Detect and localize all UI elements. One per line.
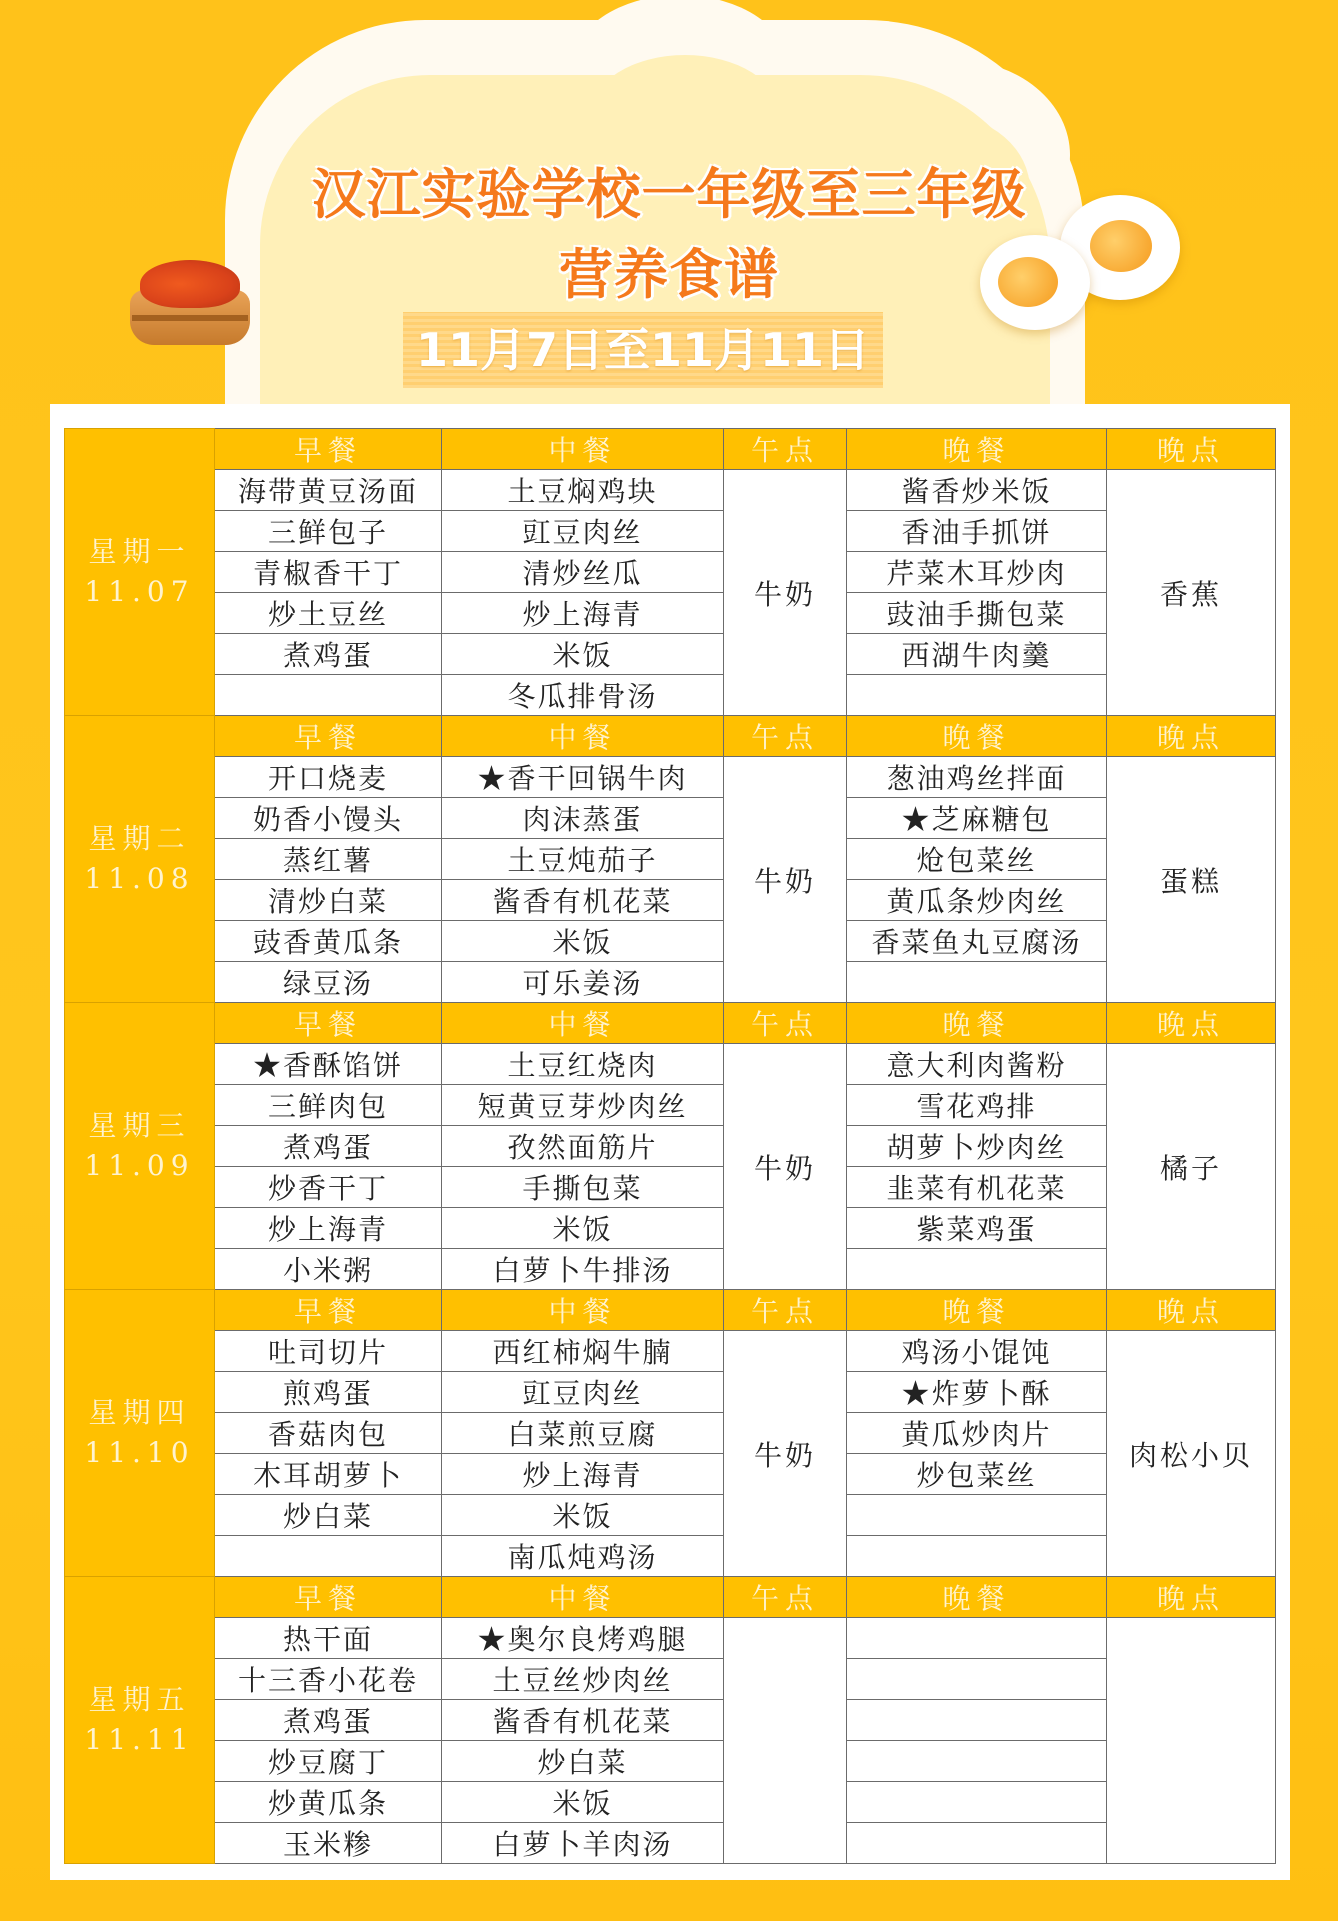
evening-snack-cell: 蛋糕 (1107, 757, 1276, 1003)
breakfast-cell: 蒸红薯 (215, 839, 442, 880)
breakfast-cell: 绿豆汤 (215, 962, 442, 1003)
lunch-cell: 白萝卜牛排汤 (442, 1249, 724, 1290)
column-header: 早餐 (215, 429, 442, 470)
dinner-cell (847, 962, 1107, 1003)
afternoon-snack-cell: 牛奶 (724, 757, 847, 1003)
breakfast-cell: 海带黄豆汤面 (215, 470, 442, 511)
menu-row (65, 1823, 1276, 1864)
dinner-cell: 香菜鱼丸豆腐汤 (847, 921, 1107, 962)
breakfast-cell: 清炒白菜 (215, 880, 442, 921)
weekday: 星期三 (88, 1109, 191, 1142)
breakfast-cell: 炒上海青 (215, 1208, 442, 1249)
lunch-cell: 炒上海青 (442, 1454, 724, 1495)
menu-row (65, 757, 1276, 798)
evening-snack-cell (1107, 1618, 1276, 1864)
menu-row (65, 962, 1276, 1003)
menu-row (65, 1331, 1276, 1372)
breakfast-cell: 热干面 (215, 1618, 442, 1659)
column-header: 早餐 (215, 1290, 442, 1331)
meal-header-row (65, 1290, 1276, 1331)
meal-header-row (65, 716, 1276, 757)
dinner-cell: 鸡汤小馄饨 (847, 1331, 1107, 1372)
meal-header-row (65, 1003, 1276, 1044)
column-header: 晚餐 (847, 1290, 1107, 1331)
breakfast-cell: ★香酥馅饼 (215, 1044, 442, 1085)
column-header: 晚点 (1107, 1290, 1276, 1331)
breakfast-cell: 香菇肉包 (215, 1413, 442, 1454)
lunch-cell: 孜然面筋片 (442, 1126, 724, 1167)
header (0, 0, 1338, 405)
day-label (65, 1290, 215, 1577)
column-header: 中餐 (442, 1577, 724, 1618)
dinner-cell: 豉油手撕包菜 (847, 593, 1107, 634)
menu-row (65, 634, 1276, 675)
day-date: 11.09 (84, 1149, 195, 1182)
lunch-cell: 白菜煎豆腐 (442, 1413, 724, 1454)
column-header: 早餐 (215, 1577, 442, 1618)
breakfast-cell: 煮鸡蛋 (215, 1126, 442, 1167)
column-header: 早餐 (215, 716, 442, 757)
date-range: 11月7日至11月11日 (403, 312, 883, 388)
dinner-cell: 芹菜木耳炒肉 (847, 552, 1107, 593)
lunch-cell: 米饭 (442, 1495, 724, 1536)
lunch-cell: 清炒丝瓜 (442, 552, 724, 593)
dinner-cell: 紫菜鸡蛋 (847, 1208, 1107, 1249)
lunch-cell: 冬瓜排骨汤 (442, 675, 724, 716)
dinner-cell: 葱油鸡丝拌面 (847, 757, 1107, 798)
meal-header-row (65, 429, 1276, 470)
breakfast-cell: 玉米糁 (215, 1823, 442, 1864)
menu-row (65, 1782, 1276, 1823)
menu-row (65, 1044, 1276, 1085)
breakfast-cell: 十三香小花卷 (215, 1659, 442, 1700)
dinner-cell: 酱香炒米饭 (847, 470, 1107, 511)
column-header: 午点 (724, 716, 847, 757)
column-header: 中餐 (442, 429, 724, 470)
breakfast-cell: 开口烧麦 (215, 757, 442, 798)
lunch-cell: 炒白菜 (442, 1741, 724, 1782)
column-header: 晚餐 (847, 716, 1107, 757)
column-header: 中餐 (442, 1003, 724, 1044)
column-header: 晚点 (1107, 716, 1276, 757)
menu-row (65, 1126, 1276, 1167)
menu-row (65, 1085, 1276, 1126)
menu-row (65, 1167, 1276, 1208)
menu-row (65, 1536, 1276, 1577)
column-header: 午点 (724, 1003, 847, 1044)
lunch-cell: 白萝卜羊肉汤 (442, 1823, 724, 1864)
column-header: 晚餐 (847, 1003, 1107, 1044)
dinner-cell: 炒包菜丝 (847, 1454, 1107, 1495)
menu-row (65, 511, 1276, 552)
breakfast-cell: 三鲜肉包 (215, 1085, 442, 1126)
breakfast-cell: 煮鸡蛋 (215, 634, 442, 675)
menu-row (65, 552, 1276, 593)
breakfast-cell: 炒黄瓜条 (215, 1782, 442, 1823)
column-header: 中餐 (442, 1290, 724, 1331)
afternoon-snack-cell: 牛奶 (724, 1331, 847, 1577)
dinner-cell (847, 1249, 1107, 1290)
menu-row (65, 839, 1276, 880)
menu-row (65, 1700, 1276, 1741)
breakfast-cell: 青椒香干丁 (215, 552, 442, 593)
menu-row (65, 1249, 1276, 1290)
day-date: 11.10 (84, 1436, 195, 1469)
afternoon-snack-cell (724, 1618, 847, 1864)
weekday: 星期一 (88, 535, 191, 568)
dinner-cell (847, 1536, 1107, 1577)
lunch-cell: 米饭 (442, 634, 724, 675)
dinner-cell: 黄瓜炒肉片 (847, 1413, 1107, 1454)
day-label (65, 716, 215, 1003)
weekday: 星期四 (88, 1396, 191, 1429)
day-date: 11.07 (84, 575, 195, 608)
breakfast-cell: 煎鸡蛋 (215, 1372, 442, 1413)
lunch-cell: 豇豆肉丝 (442, 1372, 724, 1413)
menu-row (65, 1372, 1276, 1413)
column-header: 晚点 (1107, 429, 1276, 470)
lunch-cell: 炒上海青 (442, 593, 724, 634)
menu-row (65, 593, 1276, 634)
weekday: 星期二 (88, 822, 191, 855)
dinner-cell: 意大利肉酱粉 (847, 1044, 1107, 1085)
dinner-cell (847, 1741, 1107, 1782)
breakfast-cell: 炒土豆丝 (215, 593, 442, 634)
breakfast-cell: 炒豆腐丁 (215, 1741, 442, 1782)
lunch-cell: 肉沫蒸蛋 (442, 798, 724, 839)
lunch-cell: 米饭 (442, 921, 724, 962)
meal-header-row (65, 1577, 1276, 1618)
lunch-cell: 酱香有机花菜 (442, 1700, 724, 1741)
menu-row (65, 1618, 1276, 1659)
breakfast-cell: 三鲜包子 (215, 511, 442, 552)
lunch-cell: ★奥尔良烤鸡腿 (442, 1618, 724, 1659)
lunch-cell: 短黄豆芽炒肉丝 (442, 1085, 724, 1126)
evening-snack-cell: 肉松小贝 (1107, 1331, 1276, 1577)
dinner-cell: 韭菜有机花菜 (847, 1167, 1107, 1208)
menu-table (64, 428, 1276, 1864)
dinner-cell (847, 675, 1107, 716)
day-label (65, 1003, 215, 1290)
dinner-cell: 雪花鸡排 (847, 1085, 1107, 1126)
page-subtitle: 营养食谱 (559, 243, 779, 306)
dinner-cell: 炝包菜丝 (847, 839, 1107, 880)
menu-row (65, 1659, 1276, 1700)
column-header: 午点 (724, 429, 847, 470)
dinner-cell (847, 1823, 1107, 1864)
column-header: 中餐 (442, 716, 724, 757)
afternoon-snack-cell: 牛奶 (724, 1044, 847, 1290)
menu-row (65, 921, 1276, 962)
dinner-cell: 胡萝卜炒肉丝 (847, 1126, 1107, 1167)
dinner-cell: 西湖牛肉羹 (847, 634, 1107, 675)
lunch-cell: 土豆丝炒肉丝 (442, 1659, 724, 1700)
day-date: 11.08 (84, 862, 195, 895)
column-header: 晚餐 (847, 429, 1107, 470)
breakfast-cell: 煮鸡蛋 (215, 1700, 442, 1741)
dinner-cell: 黄瓜条炒肉丝 (847, 880, 1107, 921)
lunch-cell: ★香干回锅牛肉 (442, 757, 724, 798)
menu-row (65, 1208, 1276, 1249)
menu-row (65, 1495, 1276, 1536)
breakfast-cell: 炒香干丁 (215, 1167, 442, 1208)
breakfast-cell: 木耳胡萝卜 (215, 1454, 442, 1495)
lunch-cell: 土豆红烧肉 (442, 1044, 724, 1085)
column-header: 晚点 (1107, 1577, 1276, 1618)
menu-row (65, 1413, 1276, 1454)
dinner-cell: ★炸萝卜酥 (847, 1372, 1107, 1413)
lunch-cell: 酱香有机花菜 (442, 880, 724, 921)
dinner-cell: 香油手抓饼 (847, 511, 1107, 552)
breakfast-cell: 小米粥 (215, 1249, 442, 1290)
dinner-cell: ★芝麻糖包 (847, 798, 1107, 839)
column-header: 晚餐 (847, 1577, 1107, 1618)
dinner-cell (847, 1782, 1107, 1823)
lunch-cell: 土豆焖鸡块 (442, 470, 724, 511)
lunch-cell: 土豆炖茄子 (442, 839, 724, 880)
day-date: 11.11 (84, 1723, 195, 1756)
evening-snack-cell: 香蕉 (1107, 470, 1276, 716)
menu-row (65, 1454, 1276, 1495)
day-label (65, 1577, 215, 1864)
column-header: 午点 (724, 1577, 847, 1618)
menu-row (65, 798, 1276, 839)
column-header: 早餐 (215, 1003, 442, 1044)
dinner-cell (847, 1495, 1107, 1536)
lunch-cell: 米饭 (442, 1782, 724, 1823)
breakfast-cell (215, 675, 442, 716)
page-title: 汉江实验学校一年级至三年级 (311, 163, 1027, 226)
day-label (65, 429, 215, 716)
lunch-cell: 米饭 (442, 1208, 724, 1249)
dinner-cell (847, 1659, 1107, 1700)
dinner-cell (847, 1700, 1107, 1741)
breakfast-cell (215, 1536, 442, 1577)
column-header: 晚点 (1107, 1003, 1276, 1044)
lunch-cell: 手撕包菜 (442, 1167, 724, 1208)
lunch-cell: 可乐姜汤 (442, 962, 724, 1003)
lunch-cell: 豇豆肉丝 (442, 511, 724, 552)
column-header: 午点 (724, 1290, 847, 1331)
menu-row (65, 1741, 1276, 1782)
breakfast-cell: 豉香黄瓜条 (215, 921, 442, 962)
dinner-cell (847, 1618, 1107, 1659)
breakfast-cell: 吐司切片 (215, 1331, 442, 1372)
lunch-cell: 南瓜炖鸡汤 (442, 1536, 724, 1577)
breakfast-cell: 炒白菜 (215, 1495, 442, 1536)
lunch-cell: 西红柿焖牛腩 (442, 1331, 724, 1372)
menu-card (50, 404, 1290, 1880)
menu-row (65, 470, 1276, 511)
menu-row (65, 675, 1276, 716)
afternoon-snack-cell: 牛奶 (724, 470, 847, 716)
weekday: 星期五 (88, 1683, 191, 1716)
evening-snack-cell: 橘子 (1107, 1044, 1276, 1290)
menu-row (65, 880, 1276, 921)
breakfast-cell: 奶香小馒头 (215, 798, 442, 839)
